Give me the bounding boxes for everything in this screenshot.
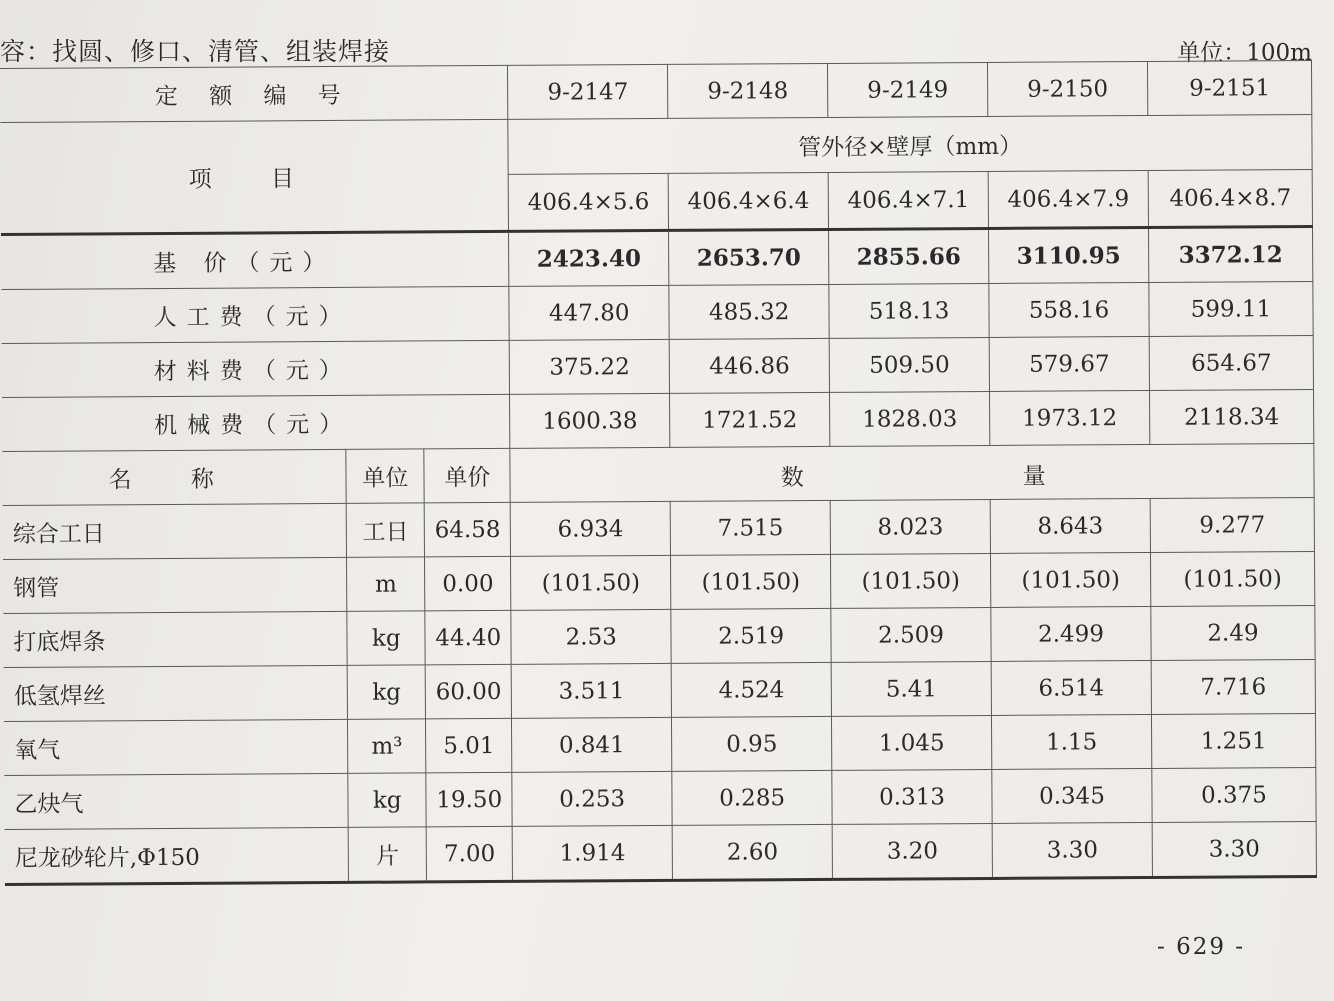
material-name: 打底焊条 <box>3 611 347 667</box>
material-qty: (101.50) <box>1150 551 1314 606</box>
cost-value: 375.22 <box>509 339 669 394</box>
material-row <box>5 821 1317 884</box>
material-unit: kg <box>347 665 425 719</box>
material-row <box>3 605 1315 667</box>
quota-table <box>0 60 1317 886</box>
material-qty: 0.345 <box>992 768 1152 823</box>
material-qty: 7.716 <box>1151 659 1315 714</box>
material-price: 64.58 <box>424 502 510 557</box>
material-qty: 0.253 <box>512 771 672 826</box>
material-qty: 0.285 <box>672 770 832 825</box>
cost-value: 2855.66 <box>829 228 989 284</box>
code-cell: 9-2147 <box>508 64 668 119</box>
spec-cell: 406.4×7.9 <box>988 171 1148 228</box>
cost-value: 599.11 <box>1149 281 1313 336</box>
code-cell: 9-2150 <box>988 61 1148 116</box>
material-qty: 7.515 <box>670 500 830 555</box>
cost-label: 机械费（元） <box>2 394 510 451</box>
material-qty: 3.30 <box>1152 821 1316 877</box>
material-qty: 2.49 <box>1151 605 1315 660</box>
material-qty: 2.499 <box>991 606 1151 661</box>
material-qty: 0.841 <box>512 717 672 772</box>
material-price: 7.00 <box>426 826 512 882</box>
code-cell: 9-2151 <box>1147 60 1311 115</box>
cost-value: 558.16 <box>989 282 1149 337</box>
material-unit: 工日 <box>346 503 424 557</box>
name-column-header: 名 称 <box>2 449 346 505</box>
material-price: 5.01 <box>426 718 512 773</box>
material-qty: 3.20 <box>832 823 992 879</box>
cost-label: 基 价（元） <box>1 231 509 289</box>
spec-header-row <box>0 114 1312 177</box>
material-qty: 3.30 <box>992 822 1152 878</box>
material-row <box>4 659 1316 721</box>
material-unit: kg <box>348 773 426 827</box>
material-qty: (101.50) <box>991 552 1151 607</box>
cost-value: 485.32 <box>669 284 829 339</box>
material-qty: 9.277 <box>1150 497 1314 552</box>
code-row <box>0 60 1312 122</box>
material-qty: 1.251 <box>1151 713 1315 768</box>
spec-cell: 406.4×8.7 <box>1148 170 1312 228</box>
material-row <box>3 497 1315 559</box>
code-label: 定 额 编 号 <box>0 65 508 122</box>
cost-row-material <box>2 335 1314 397</box>
cost-value: 1600.38 <box>510 393 670 448</box>
quantity-column-header <box>510 443 1314 502</box>
material-qty: 1.045 <box>832 715 992 770</box>
cost-value: 2653.70 <box>669 229 829 285</box>
cost-row-machine <box>2 389 1314 451</box>
spec-cell: 406.4×6.4 <box>668 173 828 230</box>
material-row <box>4 713 1316 775</box>
material-price: 44.40 <box>425 610 511 665</box>
cost-value: 3372.12 <box>1148 226 1312 282</box>
spec-label: 管外径×壁厚（mm） <box>508 114 1312 174</box>
material-unit: kg <box>347 611 425 665</box>
material-qty: 2.509 <box>831 607 991 662</box>
cost-value: 2118.34 <box>1149 389 1313 444</box>
material-unit: 片 <box>348 827 426 882</box>
material-name: 氧气 <box>4 719 348 775</box>
code-cell: 9-2148 <box>668 63 828 118</box>
material-name: 尼龙砂轮片,Φ150 <box>5 827 349 884</box>
material-qty: (101.50) <box>511 555 671 610</box>
material-row <box>3 551 1315 613</box>
material-name: 钢管 <box>3 557 347 613</box>
material-qty: 8.023 <box>830 499 990 554</box>
spec-cell: 406.4×7.1 <box>828 172 988 229</box>
cost-value: 518.13 <box>829 283 989 338</box>
price-column-header: 单价 <box>424 448 510 503</box>
spec-cell: 406.4×5.6 <box>508 174 668 231</box>
material-qty: 0.95 <box>672 716 832 771</box>
material-price: 0.00 <box>425 556 511 611</box>
quantity-label-left: 数 <box>780 465 804 492</box>
cost-row-labor <box>1 281 1313 343</box>
cost-value: 3110.95 <box>989 227 1149 283</box>
material-unit: m³ <box>348 719 426 773</box>
material-qty: 2.519 <box>671 608 831 663</box>
cost-value: 509.50 <box>829 337 989 392</box>
material-qty: (101.50) <box>671 554 831 609</box>
material-qty: 6.514 <box>991 660 1151 715</box>
material-name: 综合工日 <box>3 503 347 559</box>
quantity-label-right: 量 <box>1022 463 1046 490</box>
material-name: 乙炔气 <box>4 773 348 829</box>
material-qty: 0.375 <box>1152 767 1316 822</box>
cost-label: 材料费（元） <box>2 340 510 397</box>
material-price: 19.50 <box>426 772 512 827</box>
item-label: 项 目 <box>0 119 508 234</box>
material-qty: 2.60 <box>672 824 832 880</box>
unit-column-header: 单位 <box>346 449 424 503</box>
material-qty: 5.41 <box>831 661 991 716</box>
material-qty: 6.934 <box>510 501 670 556</box>
cost-value: 2423.40 <box>509 230 669 286</box>
material-qty: 8.643 <box>990 498 1150 553</box>
material-qty: 3.511 <box>511 663 671 718</box>
cost-label: 人工费（元） <box>1 286 509 343</box>
material-name: 低氢焊丝 <box>4 665 348 721</box>
unit-heading: 单位：100m <box>1177 40 1312 66</box>
cost-row-base <box>1 226 1313 289</box>
page-number: - 629 - <box>1157 934 1246 960</box>
material-qty: 2.53 <box>511 609 671 664</box>
material-qty: 0.313 <box>832 769 992 824</box>
material-qty: 1.914 <box>512 825 672 881</box>
material-header-row <box>2 443 1314 505</box>
cost-value: 1973.12 <box>990 390 1150 445</box>
material-qty: 1.15 <box>992 714 1152 769</box>
material-unit: m <box>347 557 425 611</box>
cost-value: 1828.03 <box>830 391 990 446</box>
cost-value: 579.67 <box>989 336 1149 391</box>
cost-value: 446.86 <box>669 338 829 393</box>
cost-value: 654.67 <box>1149 335 1313 390</box>
work-content-heading: 容：找圆、修口、清管、组装焊接 <box>0 37 391 66</box>
material-price: 60.00 <box>425 664 511 719</box>
material-qty: 4.524 <box>671 662 831 717</box>
code-cell: 9-2149 <box>828 62 988 117</box>
cost-value: 1721.52 <box>670 392 830 447</box>
material-row <box>4 767 1316 829</box>
material-qty: (101.50) <box>831 553 991 608</box>
cost-value: 447.80 <box>509 285 669 340</box>
